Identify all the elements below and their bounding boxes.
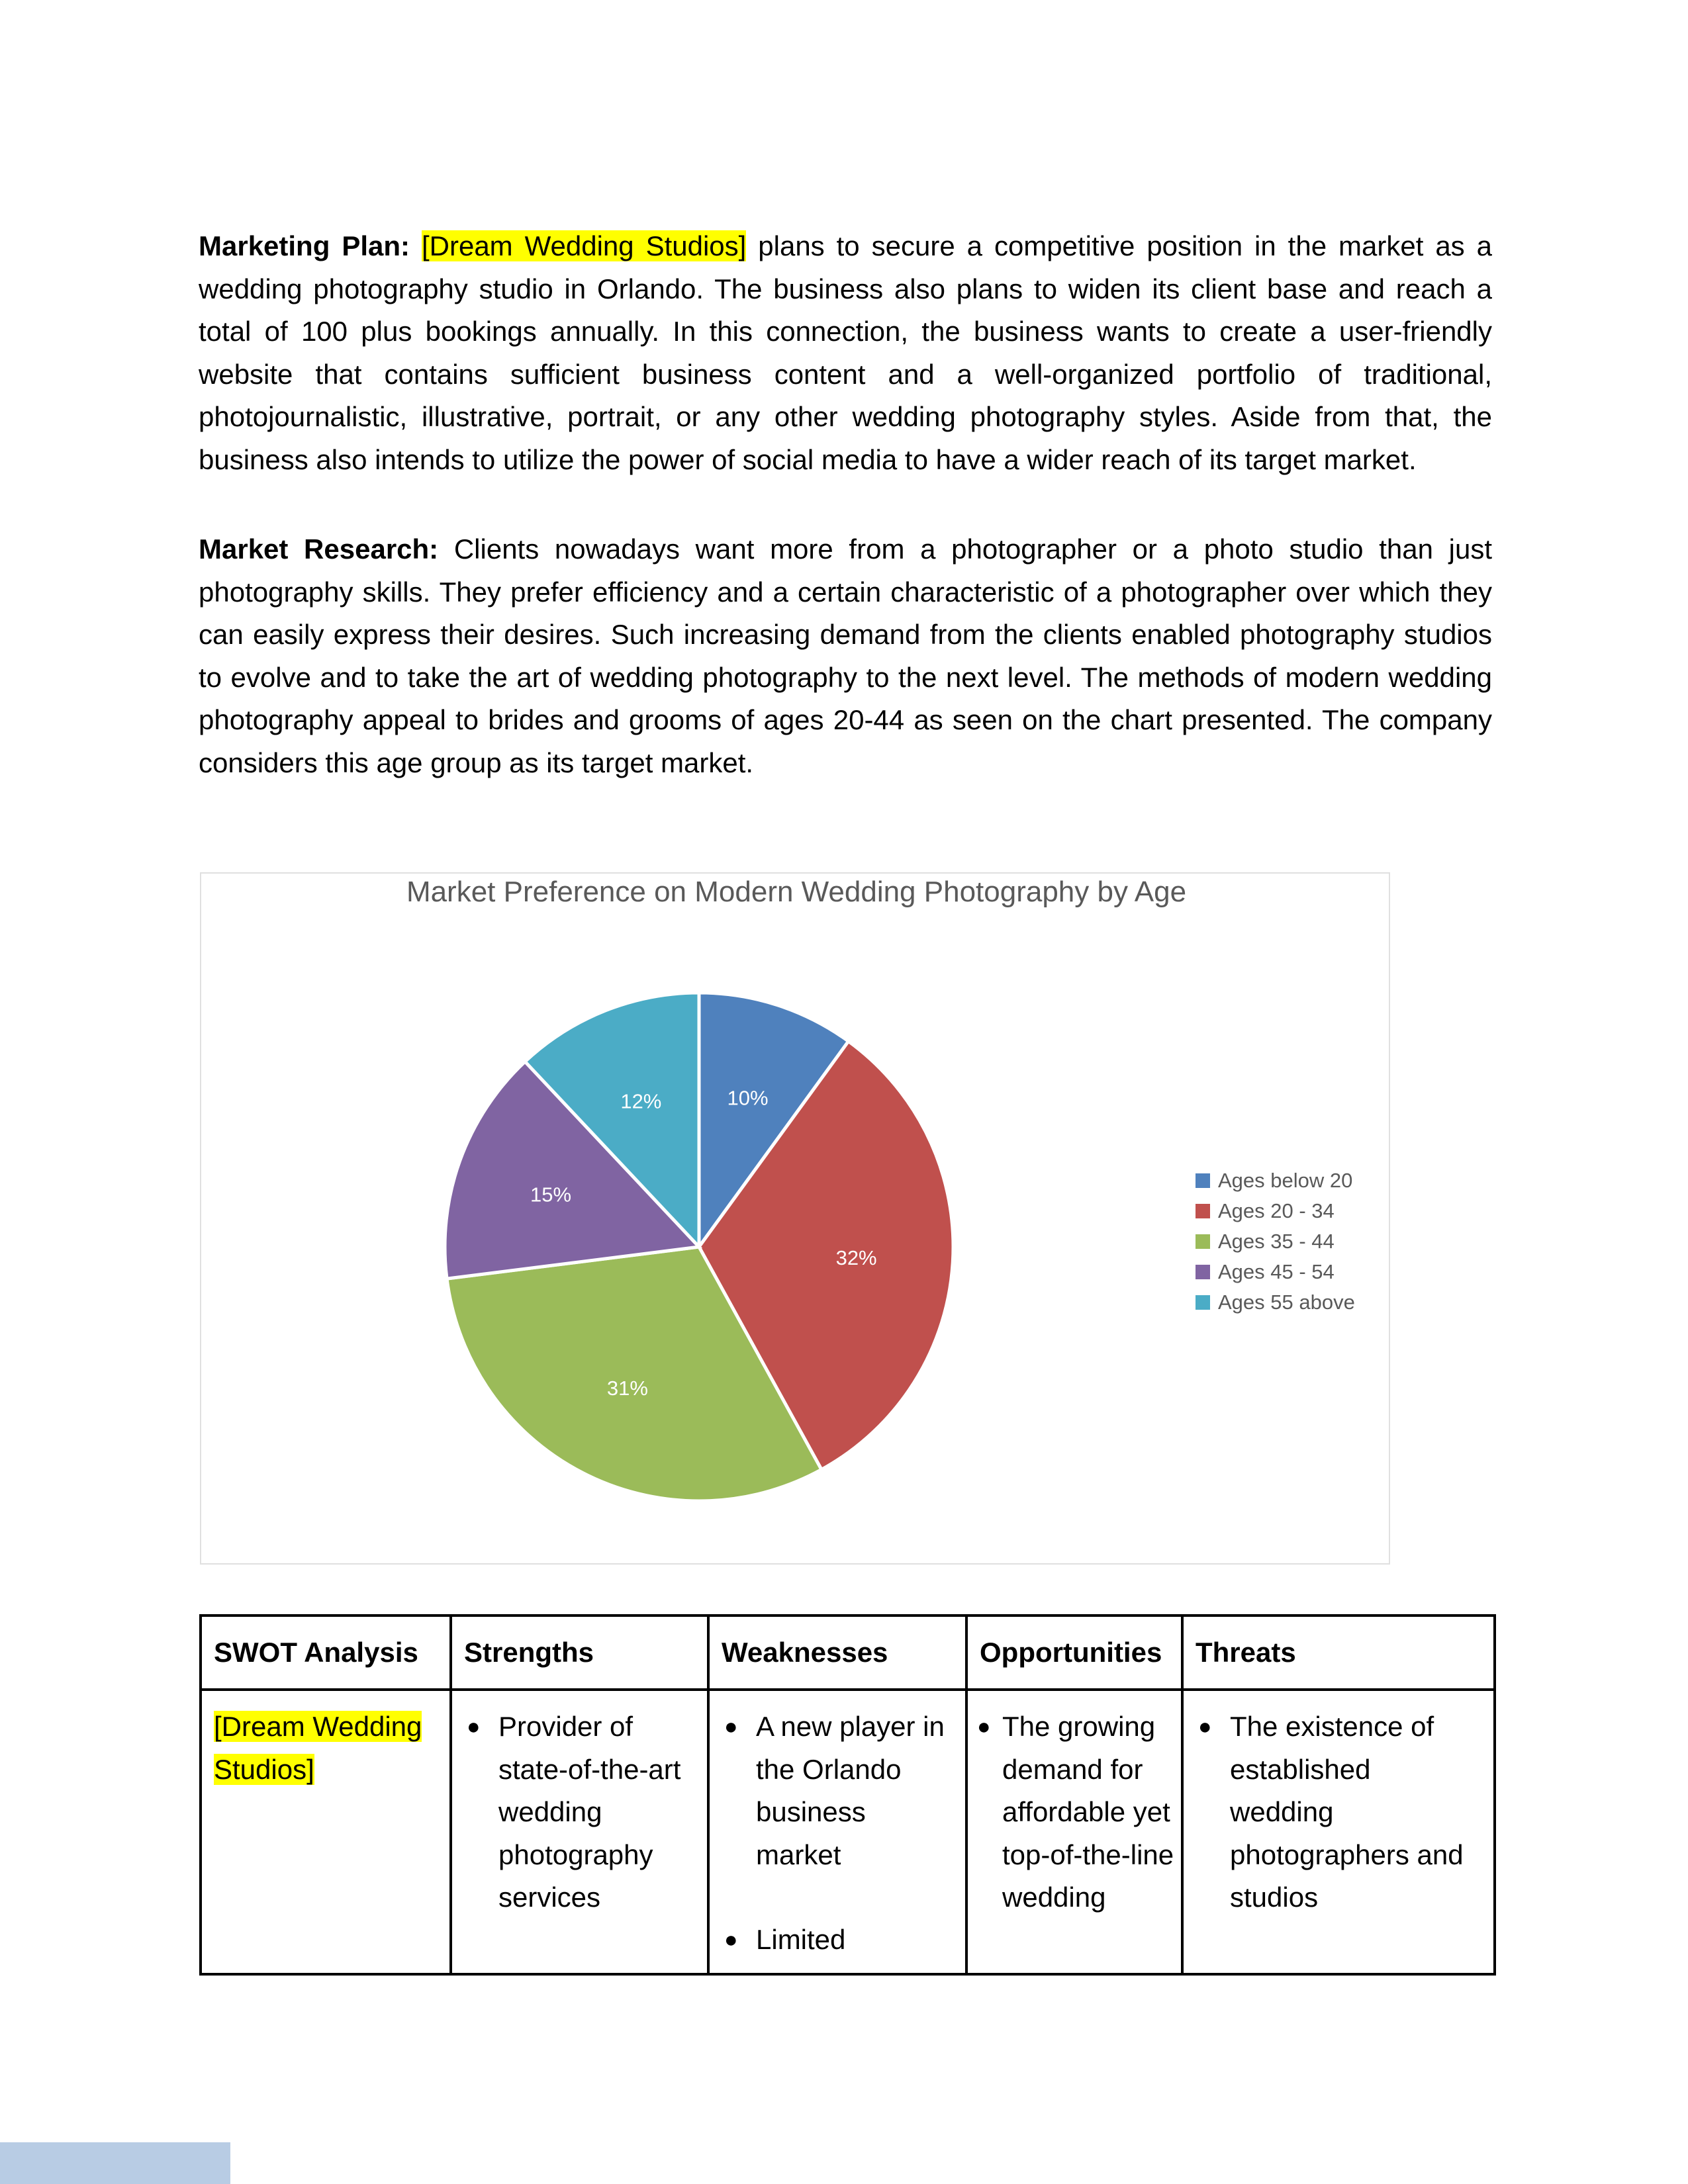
swot-weaknesses-cell — [708, 1690, 966, 1974]
swot-header-weaknesses: Weaknesses — [708, 1615, 966, 1690]
pie-chart — [200, 872, 1390, 1565]
swot-header-analysis: SWOT Analysis — [201, 1615, 451, 1690]
pie-slice-label: 15% — [530, 1183, 572, 1206]
legend-swatch — [1196, 1173, 1210, 1188]
swot-table — [199, 1614, 1496, 1976]
strength-item: ● Provider of state-of-the-art wedding photography services — [464, 1706, 695, 1919]
market-research-text: Clients nowadays want more from a photographer or a photo studio than just photography skills. They prefer efficiency and a certain characteristic of a photographer over which they can easily express their desires. Such increasing demand from the clients enabled photography studios to evolve and to take the art of wedding photography to the next level. The methods of modern wedding photography appeal to brides and grooms of ages 20-44 as seen on the chart presented. The company considers this age group as its target market. — [199, 533, 1492, 778]
swot-header-opportunities: Opportunities — [966, 1615, 1182, 1690]
strengths-list — [464, 1706, 695, 1919]
pie-slice-label: 12% — [620, 1089, 662, 1113]
legend-entry: Ages 55 above — [1218, 1291, 1355, 1314]
pie-slice-label: 31% — [606, 1377, 648, 1400]
threat-item: ● The existence of established wedding photographers and studios — [1196, 1706, 1481, 1919]
company-name-highlight: [Dream Wedding Studios] — [421, 230, 747, 261]
legend-swatch — [1196, 1204, 1210, 1218]
page-footer-bar — [0, 2142, 230, 2184]
threats-list — [1196, 1706, 1481, 1919]
market-research-paragraph — [199, 528, 1492, 784]
swot-strengths-cell — [451, 1690, 708, 1974]
market-research-heading: Market Research: — [199, 533, 439, 565]
pie-slice-label: 10% — [727, 1086, 769, 1110]
opportunities-list — [974, 1706, 1174, 1919]
swot-header-threats: Threats — [1182, 1615, 1495, 1690]
chart-title: Market Preference on Modern Wedding Photography by Age — [406, 876, 1187, 908]
marketing-plan-heading: Marketing Plan: — [199, 230, 410, 261]
legend-swatch — [1196, 1295, 1210, 1310]
pie-chart-svg — [201, 874, 1391, 1566]
swot-header-strengths: Strengths — [451, 1615, 708, 1690]
swot-threats-cell — [1182, 1690, 1495, 1974]
legend-swatch — [1196, 1234, 1210, 1249]
legend-entry: Ages 20 - 34 — [1218, 1199, 1335, 1222]
legend-entry: Ages 35 - 44 — [1218, 1230, 1335, 1253]
legend-entry: Ages below 20 — [1218, 1169, 1353, 1192]
swot-body-row — [201, 1690, 1495, 1974]
swot-opportunities-cell — [966, 1690, 1182, 1974]
opportunity-item: ● The growing demand for affordable yet top-of-the-line wedding — [974, 1706, 1174, 1919]
legend-swatch — [1196, 1265, 1210, 1279]
marketing-plan-text: plans to secure a competitive position in the market as a wedding photography studio in Orlando. The business also plans to widen its client base and reach a total of 100 plus bookings annually. In this connection, the business wants to create a user-friendly website that contains sufficient business content and a well-organized portfolio of traditional, photojournalistic, illustrative, portrait, or any other wedding photography styles. Aside from that, the business also intends to utilize the power of social media to have a wider reach of its target market. — [199, 230, 1492, 475]
swot-header-row — [201, 1615, 1495, 1690]
weaknesses-list — [722, 1706, 953, 1962]
marketing-plan-paragraph — [199, 225, 1492, 481]
swot-company-cell — [201, 1690, 451, 1974]
weakness-item: ● Limited — [722, 1919, 953, 1962]
swot-company-name: [Dream Wedding Studios] — [214, 1711, 422, 1785]
legend-entry: Ages 45 - 54 — [1218, 1260, 1335, 1283]
pie-slice-label: 32% — [835, 1246, 877, 1269]
weakness-item: ● A new player in the Orlando business market — [722, 1706, 953, 1876]
